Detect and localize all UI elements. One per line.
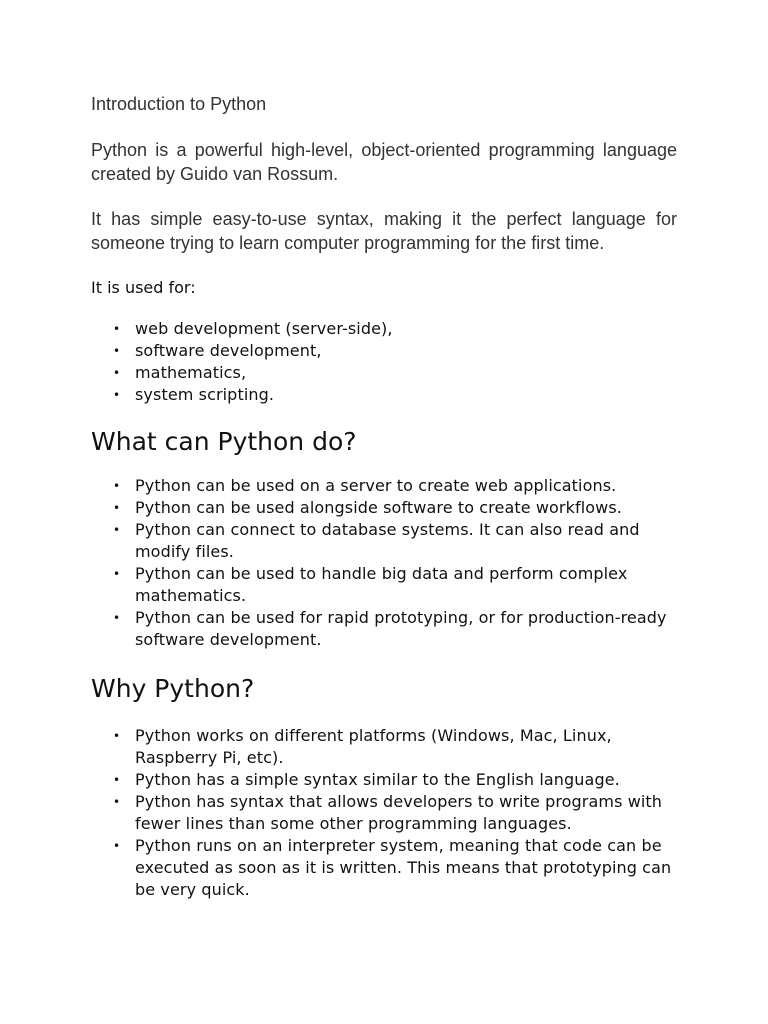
list-item-text: Python can be used on a server to create web applications. — [135, 476, 617, 495]
bullet-icon: • — [113, 523, 121, 537]
list-item-text: software development, — [135, 341, 322, 360]
reasons-list — [91, 725, 677, 901]
used-for-label: It is used for: — [91, 278, 196, 297]
list-item-text: Python works on different platforms (Windows, Mac, Linux, Raspberry Pi, etc). — [135, 726, 612, 767]
list-item-text: Python runs on an interpreter system, meaning that code can be executed as soon as it is written. This means that prototyping can be very quick. — [135, 836, 672, 899]
bullet-icon: • — [113, 773, 121, 787]
section-heading-what-can-python-do: What can Python do? — [91, 427, 357, 456]
list-item-text: Python has a simple syntax similar to the English language. — [135, 770, 620, 789]
list-item-text: Python can be used for rapid prototyping, or for production-ready software development. — [135, 608, 667, 649]
list-item — [91, 835, 677, 901]
list-item-text: Python can be used alongside software to create workflows. — [135, 498, 622, 517]
list-item — [91, 475, 677, 497]
intro-paragraph: Python is a powerful high-level, object-oriented programming language created by Guido van Rossum. — [91, 140, 677, 184]
bullet-icon: • — [113, 366, 121, 380]
list-item — [91, 607, 677, 651]
list-item — [91, 497, 677, 519]
bullet-icon: • — [113, 611, 121, 625]
bullet-icon: • — [113, 839, 121, 853]
document-page — [91, 92, 677, 901]
list-item — [91, 318, 677, 340]
list-item-text: mathematics, — [135, 363, 247, 382]
bullet-icon: • — [113, 388, 121, 402]
capabilities-list — [91, 475, 677, 651]
list-item — [91, 791, 677, 835]
list-item-text: Python has syntax that allows developers to write programs with fewer lines than some other programming languages. — [135, 792, 663, 833]
bullet-icon: • — [113, 729, 121, 743]
bullet-icon: • — [113, 344, 121, 358]
list-item — [91, 725, 677, 769]
used-for-list — [91, 318, 677, 406]
list-item — [91, 563, 677, 607]
bullet-icon: • — [113, 795, 121, 809]
list-item — [91, 340, 677, 362]
list-item-text: Python can be used to handle big data and perform complex mathematics. — [135, 564, 628, 605]
list-item-text: Python can connect to database systems. It can also read and modify files. — [135, 520, 640, 561]
list-item-text: system scripting. — [135, 385, 275, 404]
bullet-icon: • — [113, 479, 121, 493]
bullet-icon: • — [113, 322, 121, 336]
syntax-paragraph: It has simple easy-to-use syntax, making it the perfect language for someone trying to learn computer programming for the first time. — [91, 209, 677, 253]
list-item — [91, 362, 677, 384]
bullet-icon: • — [113, 567, 121, 581]
document-title: Introduction to Python — [91, 94, 267, 114]
list-item — [91, 519, 677, 563]
list-item — [91, 769, 677, 791]
section-heading-why-python: Why Python? — [91, 674, 255, 703]
list-item-text: web development (server-side), — [135, 319, 393, 338]
list-item — [91, 384, 677, 406]
bullet-icon: • — [113, 501, 121, 515]
